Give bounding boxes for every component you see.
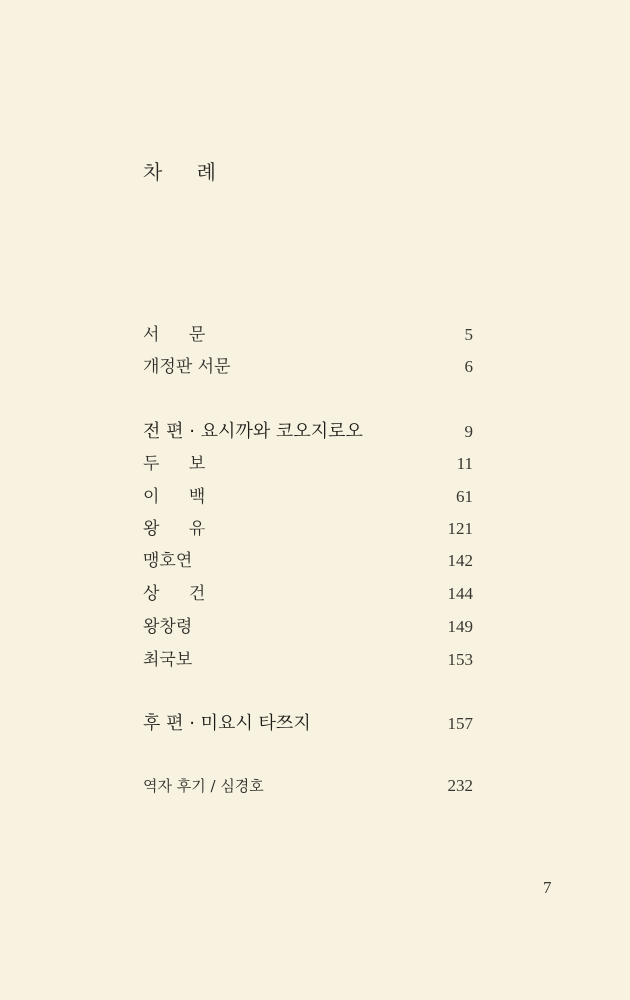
toc-entry-page: 142: [447, 551, 473, 570]
toc-entry-label: 맹호연: [143, 551, 193, 571]
toc-entry-label: 두 보: [143, 454, 218, 474]
toc-entry-label: 최국보: [143, 650, 193, 670]
toc-entry: [143, 320, 473, 346]
toc-entry-page: 6: [464, 357, 473, 376]
toc-entry: [143, 352, 473, 378]
toc-title: 차 례: [143, 160, 230, 184]
toc-entry: [143, 579, 473, 605]
toc-entry: [143, 612, 473, 638]
toc-entry-label: 역자 후기 / 심경호: [143, 777, 264, 795]
toc-entry-page: 9: [464, 422, 473, 441]
toc-entry-label: 개정판 서문: [143, 357, 231, 377]
toc-entry-label: 왕창령: [143, 617, 193, 637]
toc-entry: [143, 546, 473, 572]
toc-entry-label: 이 백: [143, 487, 218, 507]
toc-entry: [143, 482, 473, 508]
toc-entry-page: 121: [447, 519, 473, 538]
toc-entry-page: 5: [464, 325, 473, 344]
toc-entry: [143, 514, 473, 540]
page-number: 7: [543, 878, 552, 897]
toc-section-entry: [143, 417, 473, 443]
toc-entry: [143, 645, 473, 671]
toc-entry: [143, 449, 473, 475]
toc-entry-page: 157: [447, 714, 473, 733]
toc-entry-label: 왕 유: [143, 519, 218, 539]
toc-entry-page: 144: [447, 584, 473, 603]
toc-section-label: 후 편 · 미요시 타쯔지: [143, 713, 311, 734]
toc-entry-page: 11: [456, 454, 473, 473]
toc-entry-label: 서 문: [143, 325, 218, 345]
toc-section-entry: [143, 709, 473, 735]
toc-entry-page: 149: [447, 617, 473, 636]
toc-entry: [143, 775, 473, 801]
toc-section-label: 전 편 · 요시까와 코오지로오: [143, 421, 363, 442]
toc-entry-page: 61: [456, 487, 473, 506]
toc-entry-label: 상 건: [143, 584, 218, 604]
toc-entry-page: 153: [447, 650, 473, 669]
toc-entry-page: 232: [447, 776, 473, 795]
